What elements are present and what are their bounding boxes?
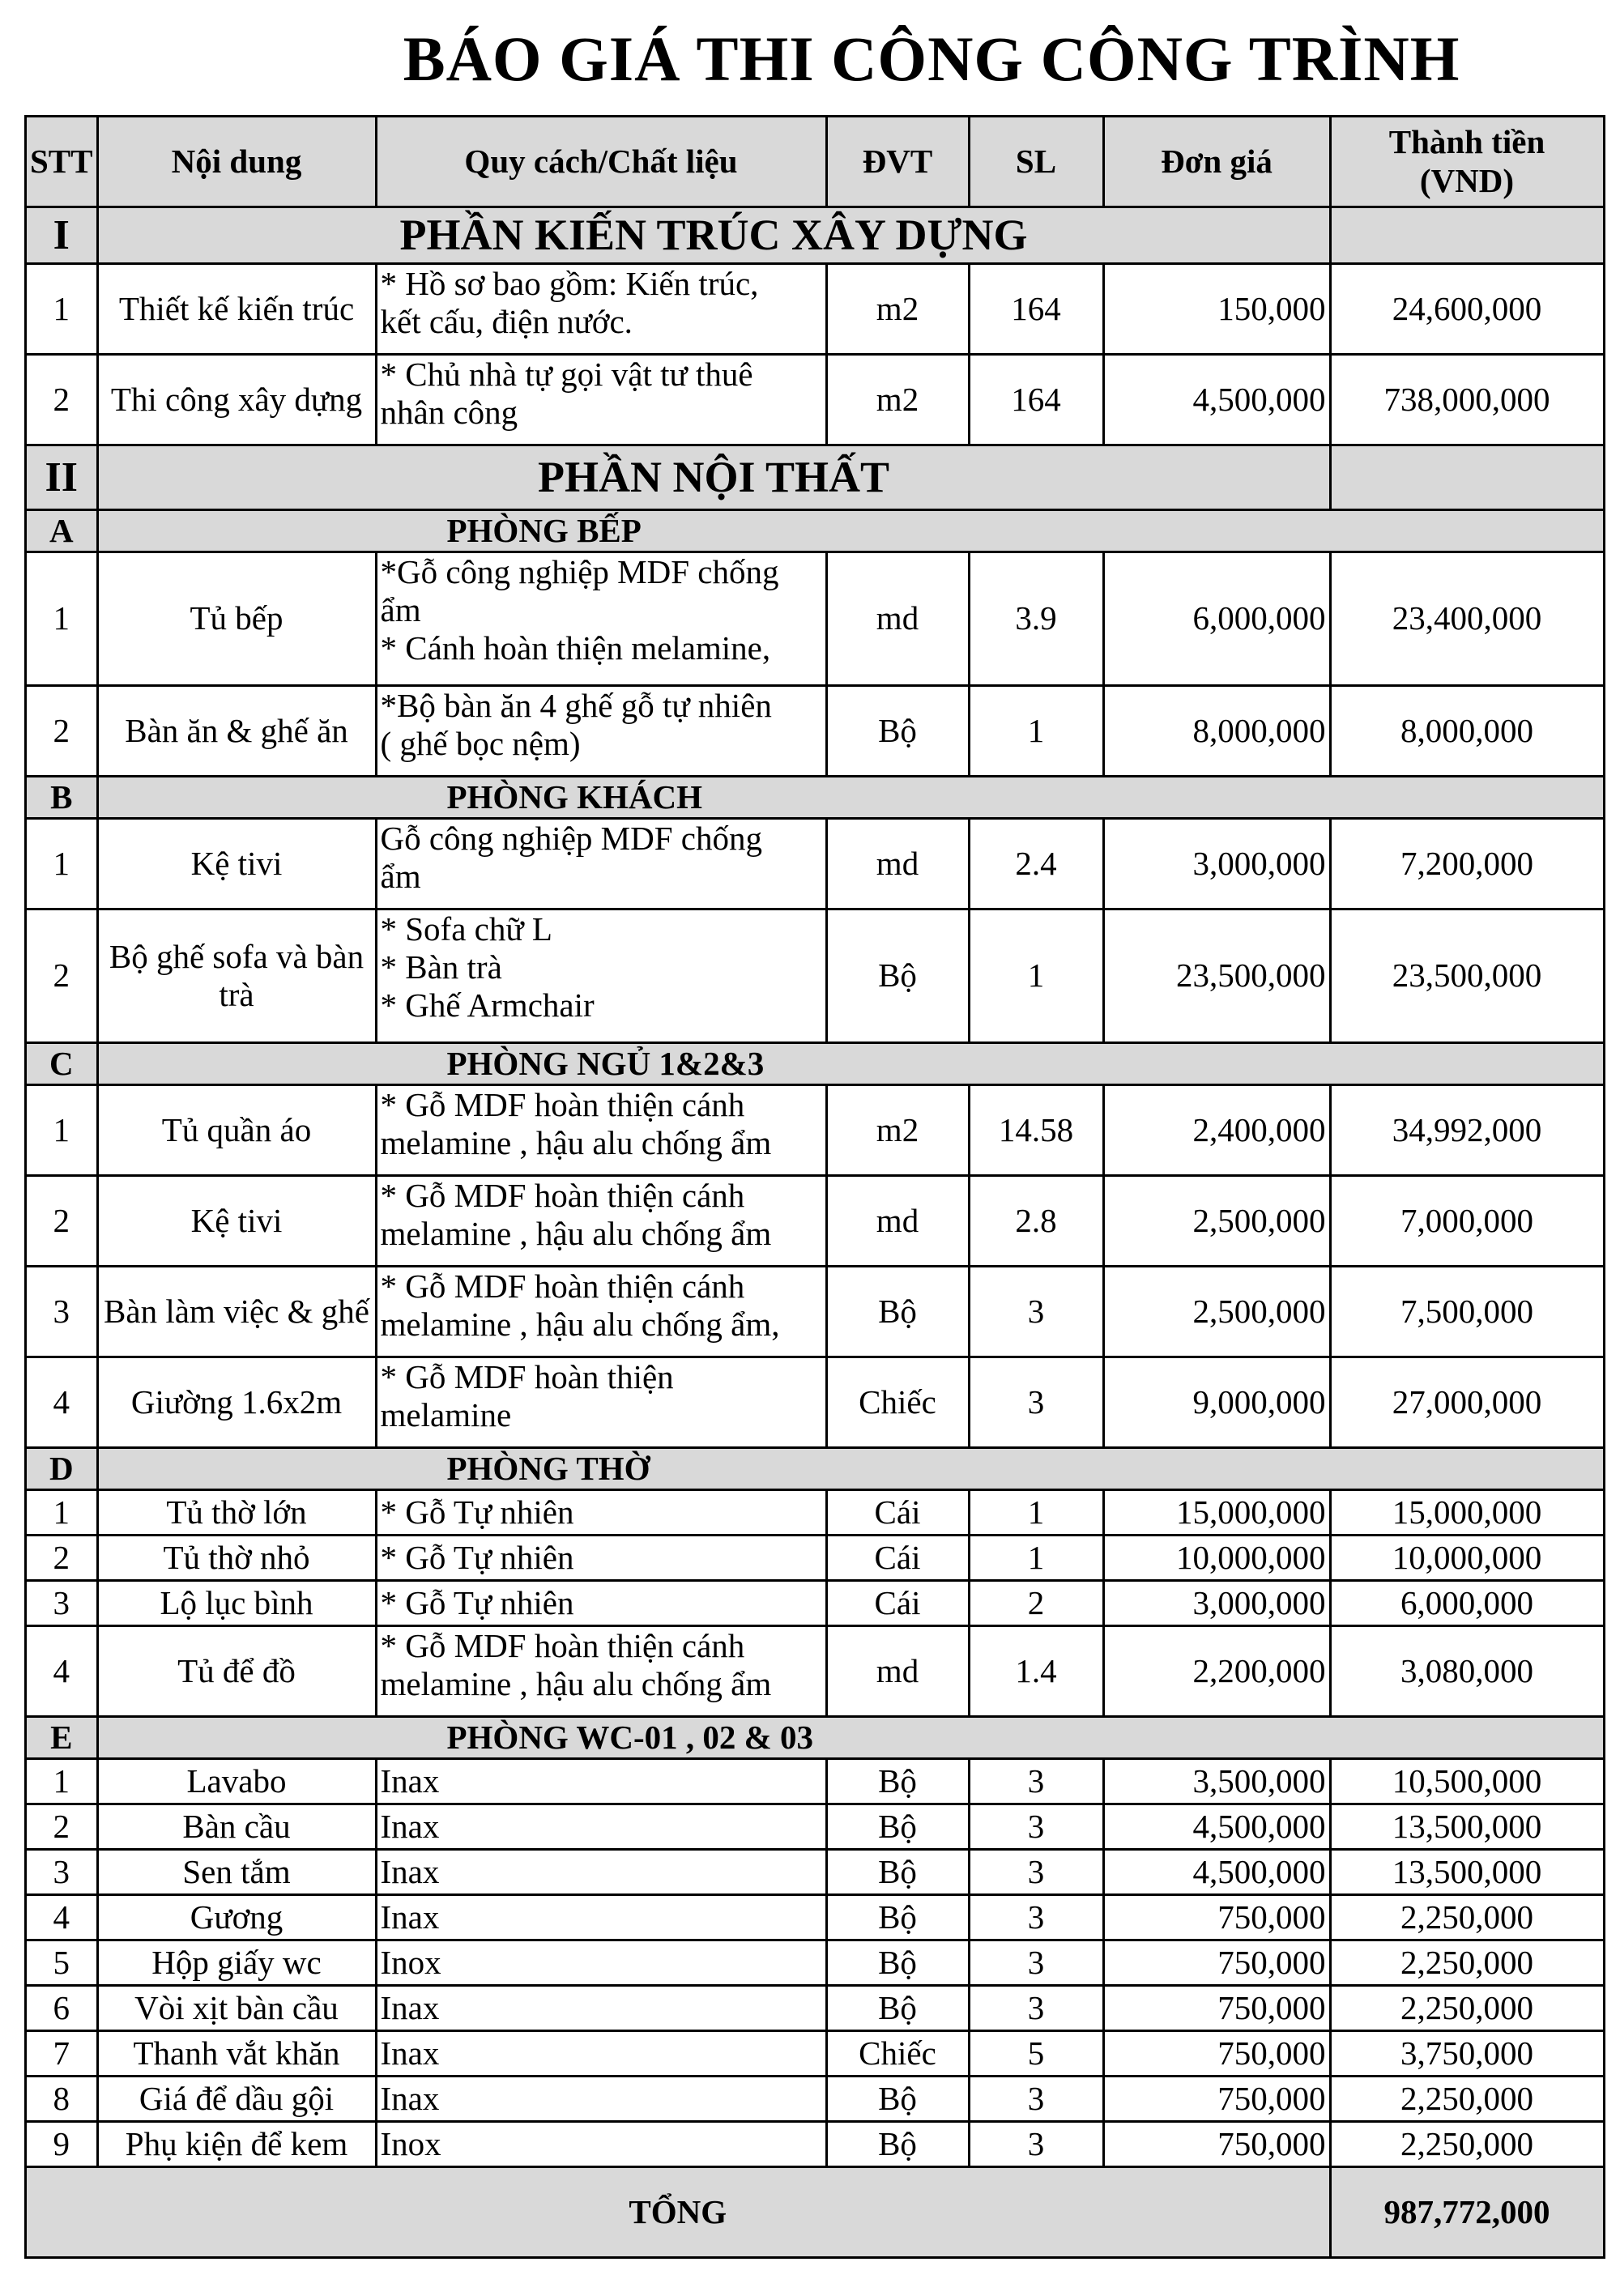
item-spec-line: *Gỗ công nghiệp MDF chống <box>380 553 779 590</box>
item-spec <box>376 2077 826 2122</box>
item-total: 13,500,000 <box>1330 1850 1604 1895</box>
item-name: Sen tắm <box>97 1850 376 1895</box>
item-qty: 2 <box>969 1581 1103 1626</box>
table-row <box>26 1267 1605 1357</box>
item-spec <box>376 1895 826 1940</box>
item-name: Tủ để đồ <box>97 1626 376 1717</box>
item-unit-price: 4,500,000 <box>1103 355 1330 445</box>
subsection-row <box>26 777 1605 819</box>
item-name: Bộ ghế sofa và bàn trà <box>97 909 376 1043</box>
item-qty: 1 <box>969 1490 1103 1536</box>
item-spec <box>376 1536 826 1581</box>
item-unit-price: 8,000,000 <box>1103 686 1330 777</box>
item-name: Phụ kiện để kem <box>97 2122 376 2167</box>
item-spec-line: melamine , hậu alu chống ẩm, <box>380 1306 780 1344</box>
item-spec-line: * Hồ sơ bao gồm: Kiến trúc, <box>380 265 759 302</box>
item-qty: 3 <box>969 1804 1103 1850</box>
item-stt: 1 <box>26 1085 98 1176</box>
subsection-row <box>26 1448 1605 1490</box>
table-row <box>26 264 1605 355</box>
item-stt: 2 <box>26 355 98 445</box>
item-spec-line: Inox <box>380 2124 441 2162</box>
item-stt: 3 <box>26 1581 98 1626</box>
item-stt: 4 <box>26 1626 98 1717</box>
section-row <box>26 445 1605 510</box>
item-total: 738,000,000 <box>1330 355 1604 445</box>
item-total: 6,000,000 <box>1330 1581 1604 1626</box>
item-unit-price: 6,000,000 <box>1103 552 1330 686</box>
item-spec-line: * Gỗ Tự nhiên <box>380 1583 574 1621</box>
item-spec-line: melamine , hậu alu chống ẩm <box>380 1124 772 1162</box>
col-sl: SL <box>969 117 1103 207</box>
item-qty: 3 <box>969 1895 1103 1940</box>
item-stt: 2 <box>26 1536 98 1581</box>
item-qty: 1.4 <box>969 1626 1103 1717</box>
item-total: 24,600,000 <box>1330 264 1604 355</box>
subsection-title: PHÒNG NGỦ 1&2&3 <box>97 1043 1604 1085</box>
quote-body <box>26 207 1605 2167</box>
item-spec-line: * Cánh hoàn thiện melamine, <box>380 629 771 667</box>
item-qty: 3 <box>969 1850 1103 1895</box>
item-spec <box>376 2031 826 2077</box>
item-unit: Bộ <box>826 1940 969 1986</box>
table-row <box>26 1986 1605 2031</box>
table-row <box>26 1490 1605 1536</box>
item-stt: 2 <box>26 909 98 1043</box>
item-unit-price: 2,500,000 <box>1103 1267 1330 1357</box>
item-stt: 1 <box>26 1490 98 1536</box>
item-unit: Bộ <box>826 1986 969 2031</box>
item-spec <box>376 552 826 686</box>
item-unit: m2 <box>826 264 969 355</box>
item-unit: Bộ <box>826 2077 969 2122</box>
item-spec-line: ẩm <box>380 858 421 896</box>
item-unit-price: 9,000,000 <box>1103 1357 1330 1448</box>
table-row <box>26 355 1605 445</box>
item-name: Tủ thờ nhỏ <box>97 1536 376 1581</box>
item-spec-line: melamine <box>380 1396 512 1434</box>
item-spec <box>376 1986 826 2031</box>
item-name: Tủ thờ lớn <box>97 1490 376 1536</box>
item-spec <box>376 1626 826 1717</box>
item-spec-line: Inax <box>380 2079 440 2117</box>
item-spec-line: ẩm <box>380 591 421 629</box>
subsection-row <box>26 1717 1605 1759</box>
item-unit: md <box>826 819 969 909</box>
item-spec <box>376 1176 826 1267</box>
col-noi-dung: Nội dung <box>97 117 376 207</box>
subsection-letter: B <box>26 777 98 819</box>
section-title: PHẦN KIẾN TRÚC XÂY DỰNG <box>97 207 1330 264</box>
item-spec <box>376 1267 826 1357</box>
item-qty: 2.8 <box>969 1176 1103 1267</box>
item-spec-line: * Gỗ MDF hoàn thiện cánh <box>380 1627 745 1664</box>
col-don-gia: Đơn giá <box>1103 117 1330 207</box>
item-name: Tủ bếp <box>97 552 376 686</box>
subsection-title: PHÒNG THỜ <box>97 1448 1604 1490</box>
item-unit: md <box>826 1626 969 1717</box>
item-unit: Cái <box>826 1536 969 1581</box>
item-spec-line: * Gỗ Tự nhiên <box>380 1538 574 1576</box>
item-unit-price: 3,000,000 <box>1103 1581 1330 1626</box>
item-name: Bàn cầu <box>97 1804 376 1850</box>
item-spec <box>376 1490 826 1536</box>
item-name: Hộp giấy wc <box>97 1940 376 1986</box>
item-unit-price: 750,000 <box>1103 2077 1330 2122</box>
item-qty: 5 <box>969 2031 1103 2077</box>
subsection-row <box>26 1043 1605 1085</box>
item-stt: 4 <box>26 1895 98 1940</box>
item-spec-line: * Gỗ Tự nhiên <box>380 1493 574 1531</box>
item-spec-line: ( ghế bọc nệm) <box>380 725 581 763</box>
item-total: 15,000,000 <box>1330 1490 1604 1536</box>
item-spec-line: * Gỗ MDF hoàn thiện cánh <box>380 1086 745 1123</box>
item-unit-price: 4,500,000 <box>1103 1850 1330 1895</box>
item-name: Bàn ăn & ghế ăn <box>97 686 376 777</box>
item-stt: 3 <box>26 1267 98 1357</box>
item-spec <box>376 686 826 777</box>
item-total: 3,750,000 <box>1330 2031 1604 2077</box>
item-spec-line: Gỗ công nghiệp MDF chống <box>380 820 762 857</box>
item-spec-line: melamine , hậu alu chống ẩm <box>380 1665 772 1703</box>
table-row <box>26 1536 1605 1581</box>
item-spec <box>376 264 826 355</box>
item-unit: Bộ <box>826 1895 969 1940</box>
item-unit: Cái <box>826 1490 969 1536</box>
item-unit: m2 <box>826 355 969 445</box>
item-spec <box>376 1850 826 1895</box>
item-total: 2,250,000 <box>1330 1940 1604 1986</box>
col-dvt: ĐVT <box>826 117 969 207</box>
item-spec-line: kết cấu, điện nước. <box>380 303 633 341</box>
item-spec <box>376 1581 826 1626</box>
item-unit-price: 150,000 <box>1103 264 1330 355</box>
item-total: 10,500,000 <box>1330 1759 1604 1804</box>
item-unit-price: 750,000 <box>1103 1986 1330 2031</box>
item-stt: 3 <box>26 1850 98 1895</box>
item-unit-price: 2,400,000 <box>1103 1085 1330 1176</box>
item-stt: 1 <box>26 264 98 355</box>
table-row <box>26 819 1605 909</box>
item-unit-price: 3,000,000 <box>1103 819 1330 909</box>
item-name: Giá để dầu gội <box>97 2077 376 2122</box>
item-spec-line: *Bộ bàn ăn 4 ghế gỗ tự nhiên <box>380 687 772 724</box>
item-unit: Chiếc <box>826 1357 969 1448</box>
item-unit-price: 3,500,000 <box>1103 1759 1330 1804</box>
item-stt: 5 <box>26 1940 98 1986</box>
table-row <box>26 2122 1605 2167</box>
item-qty: 3 <box>969 1986 1103 2031</box>
grand-total-row <box>26 2167 1605 2258</box>
subsection-title: PHÒNG KHÁCH <box>97 777 1604 819</box>
item-name: Bàn làm việc & ghế <box>97 1267 376 1357</box>
item-stt: 1 <box>26 552 98 686</box>
item-spec-line: * Gỗ MDF hoàn thiện cánh <box>380 1177 745 1214</box>
item-qty: 2.4 <box>969 819 1103 909</box>
item-spec-line: * Ghế Armchair <box>380 986 595 1024</box>
item-name: Gương <box>97 1895 376 1940</box>
subsection-letter: A <box>26 510 98 552</box>
item-unit: Bộ <box>826 1804 969 1850</box>
item-total: 2,250,000 <box>1330 2122 1604 2167</box>
item-spec-line: melamine , hậu alu chống ẩm <box>380 1215 772 1253</box>
item-total: 7,500,000 <box>1330 1267 1604 1357</box>
item-unit: m2 <box>826 1085 969 1176</box>
item-spec <box>376 355 826 445</box>
item-name: Lộ lục bình <box>97 1581 376 1626</box>
col-thanh-tien-line2: (VND) <box>1419 161 1515 199</box>
grand-total-value: 987,772,000 <box>1330 2167 1604 2258</box>
item-unit-price: 750,000 <box>1103 2122 1330 2167</box>
item-name: Vòi xịt bàn cầu <box>97 1986 376 2031</box>
item-qty: 3 <box>969 2122 1103 2167</box>
item-unit: Bộ <box>826 2122 969 2167</box>
header-row <box>26 117 1605 207</box>
table-row <box>26 1176 1605 1267</box>
item-qty: 3 <box>969 1267 1103 1357</box>
item-name: Tủ quần áo <box>97 1085 376 1176</box>
item-name: Thi công xây dựng <box>97 355 376 445</box>
item-qty: 1 <box>969 1536 1103 1581</box>
item-stt: 2 <box>26 1176 98 1267</box>
item-name: Giường 1.6x2m <box>97 1357 376 1448</box>
item-qty: 3 <box>969 2077 1103 2122</box>
item-spec-line: Inax <box>380 1852 440 1890</box>
section-number: I <box>26 207 98 264</box>
table-row <box>26 1850 1605 1895</box>
table-row <box>26 1804 1605 1850</box>
item-qty: 1 <box>969 909 1103 1043</box>
item-spec-line: Inax <box>380 1807 440 1845</box>
item-spec <box>376 1804 826 1850</box>
item-total: 10,000,000 <box>1330 1536 1604 1581</box>
subsection-title: PHÒNG BẾP <box>97 510 1604 552</box>
item-qty: 3 <box>969 1357 1103 1448</box>
item-stt: 8 <box>26 2077 98 2122</box>
item-total: 2,250,000 <box>1330 2077 1604 2122</box>
item-stt: 2 <box>26 1804 98 1850</box>
item-name: Kệ tivi <box>97 819 376 909</box>
item-unit: Bộ <box>826 1759 969 1804</box>
item-unit-price: 10,000,000 <box>1103 1536 1330 1581</box>
item-total: 7,200,000 <box>1330 819 1604 909</box>
section-row <box>26 207 1605 264</box>
item-stt: 4 <box>26 1357 98 1448</box>
item-spec-line: Inax <box>380 1761 440 1800</box>
item-qty: 3.9 <box>969 552 1103 686</box>
item-unit-price: 4,500,000 <box>1103 1804 1330 1850</box>
item-qty: 14.58 <box>969 1085 1103 1176</box>
item-total: 13,500,000 <box>1330 1804 1604 1850</box>
item-spec-line: nhân công <box>380 394 518 432</box>
table-row <box>26 1895 1605 1940</box>
col-thanh-tien-line1: Thành tiền <box>1388 123 1545 161</box>
section-total-cell <box>1330 207 1604 264</box>
item-spec <box>376 1085 826 1176</box>
item-spec-line: * Sofa chữ L <box>380 910 552 948</box>
item-stt: 7 <box>26 2031 98 2077</box>
item-stt: 9 <box>26 2122 98 2167</box>
item-name: Thiết kế kiến trúc <box>97 264 376 355</box>
item-unit: Bộ <box>826 909 969 1043</box>
table-row <box>26 1759 1605 1804</box>
item-qty: 164 <box>969 264 1103 355</box>
item-total: 23,500,000 <box>1330 909 1604 1043</box>
item-name: Kệ tivi <box>97 1176 376 1267</box>
table-row <box>26 1085 1605 1176</box>
table-row <box>26 1626 1605 1717</box>
item-unit-price: 2,500,000 <box>1103 1176 1330 1267</box>
item-spec <box>376 2122 826 2167</box>
item-total: 27,000,000 <box>1330 1357 1604 1448</box>
item-total: 3,080,000 <box>1330 1626 1604 1717</box>
table-row <box>26 1357 1605 1448</box>
table-row <box>26 2077 1605 2122</box>
item-unit: Chiếc <box>826 2031 969 2077</box>
table-row <box>26 2031 1605 2077</box>
item-stt: 2 <box>26 686 98 777</box>
item-unit-price: 750,000 <box>1103 1940 1330 1986</box>
table-row <box>26 552 1605 686</box>
item-spec <box>376 1357 826 1448</box>
quote-table <box>24 115 1605 2259</box>
item-spec-line: * Chủ nhà tự gọi vật tư thuê <box>380 356 753 393</box>
item-total: 34,992,000 <box>1330 1085 1604 1176</box>
section-number: II <box>26 445 98 510</box>
item-spec-line: Inax <box>380 1898 440 1936</box>
item-total: 23,400,000 <box>1330 552 1604 686</box>
section-total-cell <box>1330 445 1604 510</box>
item-unit: Cái <box>826 1581 969 1626</box>
item-name: Lavabo <box>97 1759 376 1804</box>
item-unit-price: 2,200,000 <box>1103 1626 1330 1717</box>
page-title: BÁO GIÁ THI CÔNG CÔNG TRÌNH <box>403 23 1460 94</box>
item-name: Thanh vắt khăn <box>97 2031 376 2077</box>
col-stt: STT <box>26 117 98 207</box>
item-qty: 3 <box>969 1940 1103 1986</box>
item-unit: md <box>826 552 969 686</box>
item-total: 2,250,000 <box>1330 1895 1604 1940</box>
item-unit-price: 750,000 <box>1103 1895 1330 1940</box>
item-spec <box>376 909 826 1043</box>
item-stt: 1 <box>26 1759 98 1804</box>
item-unit-price: 750,000 <box>1103 2031 1330 2077</box>
item-total: 7,000,000 <box>1330 1176 1604 1267</box>
item-spec <box>376 1940 826 1986</box>
item-spec-line: Inax <box>380 1988 440 2026</box>
item-spec <box>376 819 826 909</box>
item-qty: 164 <box>969 355 1103 445</box>
item-spec-line: Inox <box>380 1943 441 1981</box>
item-spec <box>376 1759 826 1804</box>
table-row <box>26 686 1605 777</box>
item-unit-price: 23,500,000 <box>1103 909 1330 1043</box>
col-quy-cach: Quy cách/Chất liệu <box>376 117 826 207</box>
item-unit-price: 15,000,000 <box>1103 1490 1330 1536</box>
item-total: 8,000,000 <box>1330 686 1604 777</box>
item-unit: Bộ <box>826 1267 969 1357</box>
item-unit: Bộ <box>826 1850 969 1895</box>
item-spec-line: * Gỗ MDF hoàn thiện cánh <box>380 1267 745 1305</box>
item-unit: Bộ <box>826 686 969 777</box>
section-title: PHẦN NỘI THẤT <box>97 445 1330 510</box>
item-total: 2,250,000 <box>1330 1986 1604 2031</box>
item-spec-line: * Gỗ MDF hoàn thiện <box>380 1358 674 1395</box>
item-qty: 1 <box>969 686 1103 777</box>
table-row <box>26 1940 1605 1986</box>
subsection-letter: D <box>26 1448 98 1490</box>
item-spec-line: * Bàn trà <box>380 948 502 986</box>
table-row <box>26 1581 1605 1626</box>
item-stt: 1 <box>26 819 98 909</box>
subsection-letter: E <box>26 1717 98 1759</box>
subsection-title: PHÒNG WC-01 , 02 & 03 <box>97 1717 1604 1759</box>
subsection-letter: C <box>26 1043 98 1085</box>
col-thanh-tien <box>1330 117 1604 207</box>
item-unit: md <box>826 1176 969 1267</box>
item-spec-line: Inax <box>380 2034 440 2072</box>
item-stt: 6 <box>26 1986 98 2031</box>
table-row <box>26 909 1605 1043</box>
item-qty: 3 <box>969 1759 1103 1804</box>
subsection-row <box>26 510 1605 552</box>
grand-total-label: TỔNG <box>26 2167 1331 2258</box>
